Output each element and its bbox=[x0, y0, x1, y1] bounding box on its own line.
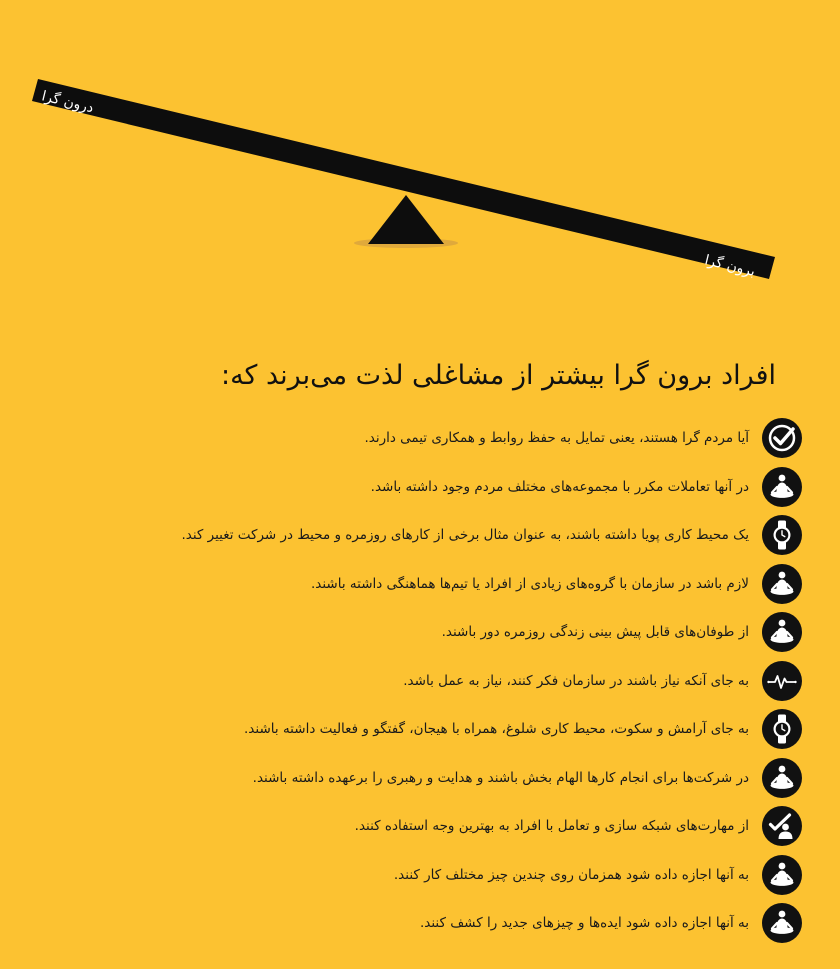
list-item-text: به جای آنکه نیاز باشند در سازمان فکر کنند، نیاز به عمل باشد. bbox=[403, 672, 749, 689]
list-item bbox=[22, 851, 802, 900]
meditating-person-icon bbox=[762, 564, 802, 604]
heartbeat-icon bbox=[762, 661, 802, 701]
seesaw-illustration bbox=[0, 0, 840, 330]
list-item-text: در آنها تعاملات مکرر با مجموعه‌های مختلف مردم وجود داشته باشد. bbox=[370, 478, 749, 495]
seesaw-pivot bbox=[368, 195, 444, 244]
list-item bbox=[22, 511, 802, 560]
list-item bbox=[22, 802, 802, 851]
extrovert-label: برون گرا bbox=[703, 252, 757, 280]
list-item-text: از طوفان‌های قابل پیش بینی زندگی روزمره دور باشند. bbox=[441, 624, 749, 641]
list-item bbox=[22, 463, 802, 512]
list-item-text: به آنها اجازه داده شود همزمان روی چندین چیز مختلف کار کنند. bbox=[393, 866, 749, 883]
list-item bbox=[22, 560, 802, 609]
meditating-person-icon bbox=[762, 758, 802, 798]
meditating-person-icon bbox=[762, 855, 802, 895]
list-item bbox=[22, 608, 802, 657]
list-item-text: در شرکت‌ها برای انجام کارها الهام بخش باشند و هدایت و رهبری را برعهده داشته باشند. bbox=[252, 769, 749, 786]
check-icon bbox=[762, 418, 802, 458]
list-item-text: به جای آرامش و سکوت، محیط کاری شلوغ، همراه با هیجان، گفتگو و فعالیت داشته باشند. bbox=[244, 721, 749, 738]
meditating-person-icon bbox=[762, 903, 802, 943]
list-item bbox=[22, 899, 802, 948]
list-item bbox=[22, 657, 802, 706]
meditating-person-icon bbox=[762, 612, 802, 652]
meditating-person-icon bbox=[762, 467, 802, 507]
person-check-icon bbox=[762, 806, 802, 846]
list-item bbox=[22, 414, 802, 463]
wristwatch-icon bbox=[762, 709, 802, 749]
list-item-text: آیا مردم گرا هستند، یعنی تمایل به حفظ روابط و همکاری تیمی دارند. bbox=[364, 430, 749, 447]
list-item bbox=[22, 705, 802, 754]
list-item-text: یک محیط کاری پویا داشته باشند، به عنوان مثال برخی از کارهای روزمره و محیط در شرکت تغییر کند. bbox=[181, 527, 749, 544]
extrovert-job-list bbox=[22, 414, 802, 948]
page-heading: افراد برون گرا بیشتر از مشاغلی لذت می‌برند که: bbox=[220, 360, 776, 391]
seesaw-beam bbox=[32, 79, 775, 279]
wristwatch-icon bbox=[762, 515, 802, 555]
introvert-label: درون گرا bbox=[40, 88, 96, 117]
list-item-text: از مهارت‌های شبکه سازی و تعامل با افراد به بهترین وجه استفاده کنند. bbox=[354, 818, 749, 835]
list-item-text: به آنها اجازه داده شود ایده‌ها و چیزهای جدید را کشف کنند. bbox=[419, 915, 749, 932]
list-item-text: لازم باشد در سازمان با گروه‌های زیادی از افراد یا تیم‌ها هماهنگی داشته باشند. bbox=[310, 575, 749, 592]
list-item bbox=[22, 754, 802, 803]
